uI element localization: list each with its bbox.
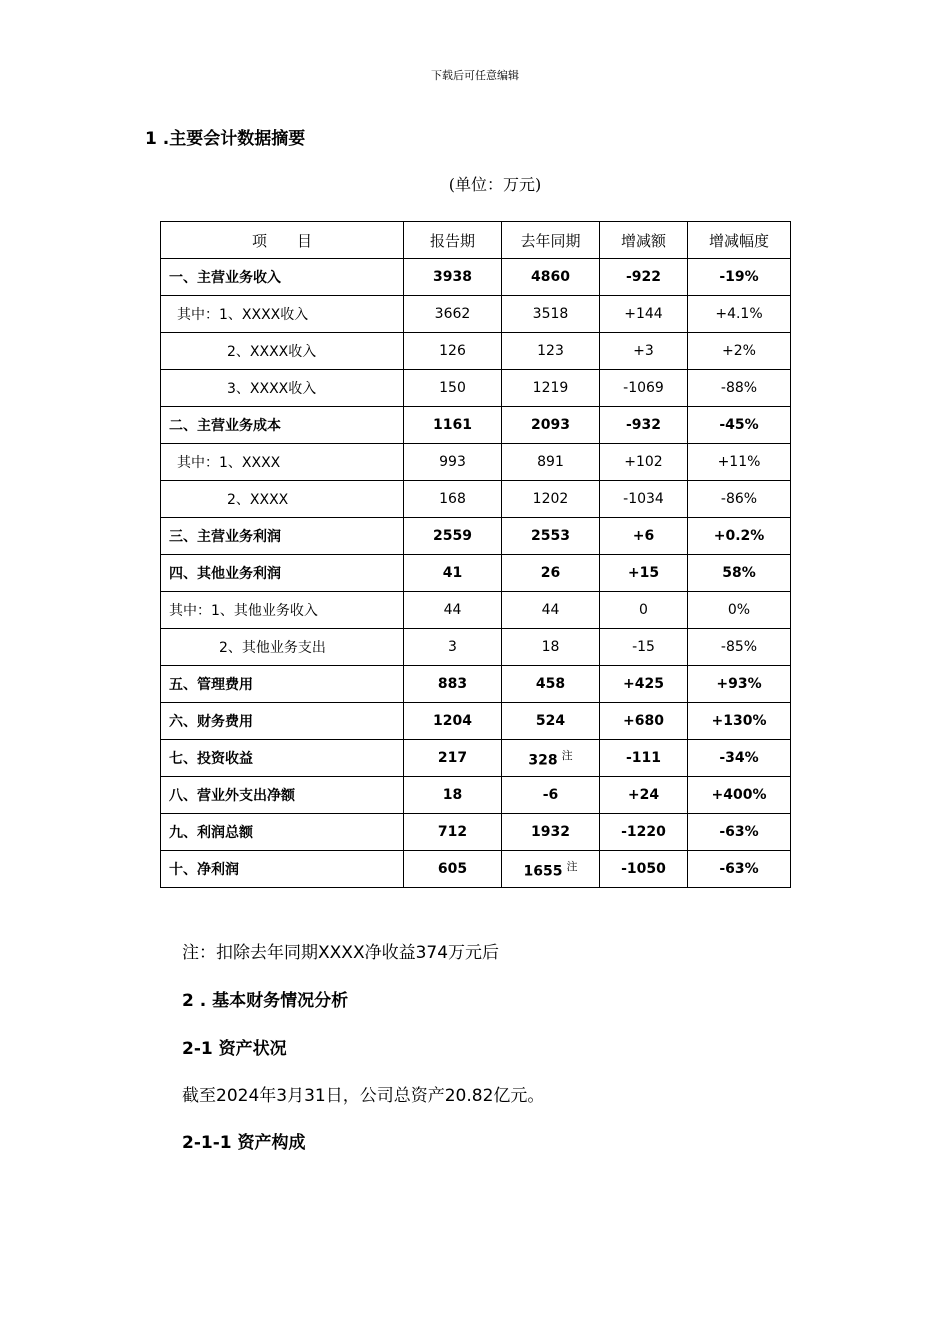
cell-period: 2559	[404, 518, 502, 555]
header-period: 报告期	[404, 222, 502, 259]
row-label: 五、管理费用	[161, 666, 404, 703]
cell-change: +3	[600, 333, 688, 370]
accounting-summary-table	[160, 221, 791, 888]
cell-change: 0	[600, 592, 688, 629]
table-row	[161, 481, 791, 518]
row-label: 其中：1、其他业务收入	[161, 592, 404, 629]
cell-change: -1069	[600, 370, 688, 407]
cell-period: 18	[404, 777, 502, 814]
table-row	[161, 592, 791, 629]
row-label: 四、其他业务利润	[161, 555, 404, 592]
row-label: 七、投资收益	[161, 740, 404, 777]
section-title-1: 1 .主要会计数据摘要	[145, 129, 306, 149]
header-change-pct: 增减幅度	[688, 222, 791, 259]
cell-pct: 0%	[688, 592, 791, 629]
cell-last: 18	[502, 629, 600, 666]
table-row	[161, 370, 791, 407]
cell-last: 4860	[502, 259, 600, 296]
row-label: 2、XXXX	[161, 481, 404, 518]
cell-change: +15	[600, 555, 688, 592]
cell-pct: +11%	[688, 444, 791, 481]
cell-last-value: 1655	[523, 863, 563, 880]
cell-last: 26	[502, 555, 600, 592]
cell-last: 2553	[502, 518, 600, 555]
row-label: 十、净利润	[161, 851, 404, 888]
cell-change: +425	[600, 666, 688, 703]
table-row	[161, 851, 791, 888]
cell-change: +24	[600, 777, 688, 814]
table-row	[161, 777, 791, 814]
cell-change: +6	[600, 518, 688, 555]
table-row	[161, 666, 791, 703]
cell-last: 1219	[502, 370, 600, 407]
table-row	[161, 444, 791, 481]
section-title-2: 2 . 基本财务情况分析	[182, 991, 349, 1011]
cell-period: 126	[404, 333, 502, 370]
cell-change: -922	[600, 259, 688, 296]
cell-pct: -63%	[688, 851, 791, 888]
cell-pct: +93%	[688, 666, 791, 703]
cell-change: +680	[600, 703, 688, 740]
cell-footnote-mark: 注	[566, 860, 578, 874]
unit-note: (单位：万元)	[448, 175, 542, 194]
cell-period: 3662	[404, 296, 502, 333]
cell-pct: +4.1%	[688, 296, 791, 333]
cell-period: 3	[404, 629, 502, 666]
cell-period: 44	[404, 592, 502, 629]
cell-change: -15	[600, 629, 688, 666]
table-row	[161, 333, 791, 370]
cell-last: 3518	[502, 296, 600, 333]
cell-pct: -45%	[688, 407, 791, 444]
cell-pct: +0.2%	[688, 518, 791, 555]
cell-period: 883	[404, 666, 502, 703]
row-label: 其中：1、XXXX收入	[161, 296, 404, 333]
row-label: 3、XXXX收入	[161, 370, 404, 407]
cell-change: -1034	[600, 481, 688, 518]
cell-period: 605	[404, 851, 502, 888]
cell-last: 1202	[502, 481, 600, 518]
assets-paragraph: 截至2024年3月31日，公司总资产20.82亿元。	[182, 1086, 545, 1106]
cell-last: 123	[502, 333, 600, 370]
row-label: 九、利润总额	[161, 814, 404, 851]
table-row	[161, 518, 791, 555]
cell-footnote-mark: 注	[561, 749, 573, 763]
row-label: 三、主营业务利润	[161, 518, 404, 555]
row-label: 一、主营业务收入	[161, 259, 404, 296]
cell-pct: +400%	[688, 777, 791, 814]
cell-pct: +2%	[688, 333, 791, 370]
table-row	[161, 629, 791, 666]
row-label: 八、营业外支出净额	[161, 777, 404, 814]
cell-last: 44	[502, 592, 600, 629]
header-item: 项 目	[161, 222, 404, 259]
cell-pct: -19%	[688, 259, 791, 296]
row-label: 其中：1、XXXX	[161, 444, 404, 481]
row-label: 2、XXXX收入	[161, 333, 404, 370]
row-label: 六、财务费用	[161, 703, 404, 740]
table-row	[161, 740, 791, 777]
cell-last: -6	[502, 777, 600, 814]
cell-period: 3938	[404, 259, 502, 296]
cell-last: 2093	[502, 407, 600, 444]
cell-last: 458	[502, 666, 600, 703]
table-row	[161, 814, 791, 851]
table-row	[161, 407, 791, 444]
table-footnote: 注：扣除去年同期XXXX净收益374万元后	[182, 943, 500, 963]
cell-period: 217	[404, 740, 502, 777]
table-row	[161, 296, 791, 333]
cell-change: -932	[600, 407, 688, 444]
cell-pct: +130%	[688, 703, 791, 740]
table-header-row	[161, 222, 791, 259]
cell-last: 1932	[502, 814, 600, 851]
cell-last-value: 328	[528, 752, 558, 769]
cell-last	[502, 851, 600, 888]
header-note: 下载后可任意编辑	[431, 69, 519, 82]
cell-change: -1220	[600, 814, 688, 851]
cell-pct: 58%	[688, 555, 791, 592]
header-last-year: 去年同期	[502, 222, 600, 259]
cell-change: +144	[600, 296, 688, 333]
cell-change: -111	[600, 740, 688, 777]
cell-period: 150	[404, 370, 502, 407]
cell-period: 168	[404, 481, 502, 518]
cell-period: 993	[404, 444, 502, 481]
table-row	[161, 555, 791, 592]
row-label: 二、主营业务成本	[161, 407, 404, 444]
cell-pct: -86%	[688, 481, 791, 518]
cell-last: 524	[502, 703, 600, 740]
section-title-2-1-1: 2-1-1 资产构成	[182, 1133, 306, 1153]
cell-pct: -63%	[688, 814, 791, 851]
cell-period: 1204	[404, 703, 502, 740]
table-row	[161, 703, 791, 740]
row-label: 2、其他业务支出	[161, 629, 404, 666]
cell-last	[502, 740, 600, 777]
header-change: 增减额	[600, 222, 688, 259]
cell-period: 1161	[404, 407, 502, 444]
cell-last: 891	[502, 444, 600, 481]
cell-period: 712	[404, 814, 502, 851]
cell-pct: -34%	[688, 740, 791, 777]
cell-pct: -88%	[688, 370, 791, 407]
table-row	[161, 259, 791, 296]
cell-change: +102	[600, 444, 688, 481]
cell-period: 41	[404, 555, 502, 592]
section-title-2-1: 2-1 资产状况	[182, 1039, 287, 1059]
cell-change: -1050	[600, 851, 688, 888]
cell-pct: -85%	[688, 629, 791, 666]
